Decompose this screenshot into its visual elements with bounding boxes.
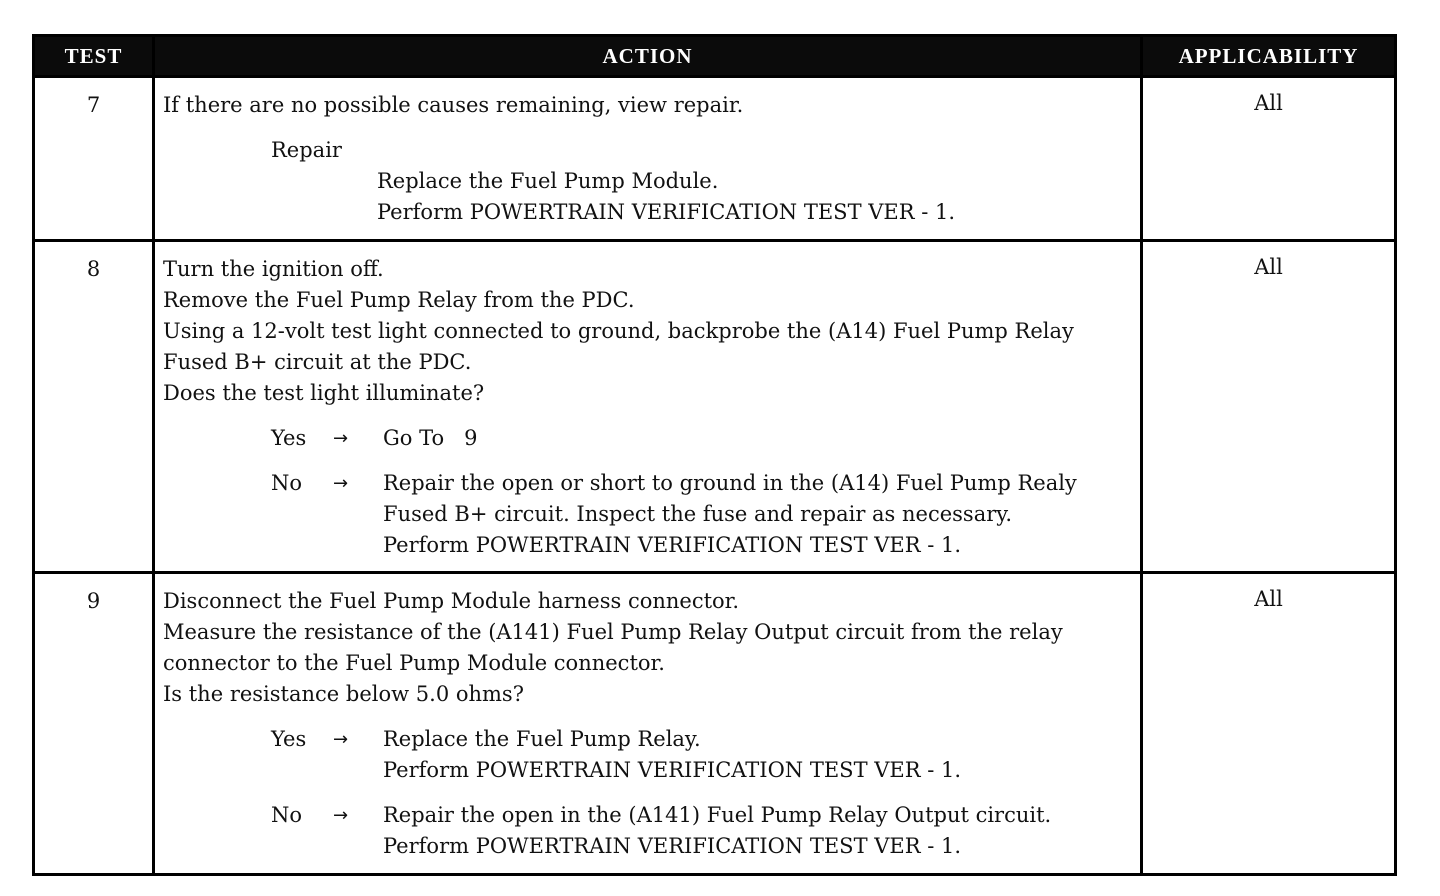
applicability-cell: All (1142, 573, 1396, 875)
repair-step: Perform POWERTRAIN VERIFICATION TEST VER - 1. (377, 200, 956, 224)
action-cell (154, 77, 1142, 241)
header-row (34, 36, 1396, 77)
diagnostic-table (32, 34, 1397, 876)
action-line: Does the test light illuminate? (163, 381, 485, 405)
action-line: Turn the ignition off. (163, 257, 384, 281)
right-arrow-icon: → (333, 805, 349, 826)
action-line: Using a 12-volt test light connected to ground, backprobe the (A14) Fuel Pump Relay (163, 319, 1074, 343)
repair-step: Replace the Fuel Pump Module. (377, 169, 719, 193)
applicability-cell: All (1142, 241, 1396, 573)
test-number: 8 (34, 241, 154, 573)
action-line: Measure the resistance of the (A141) Fuel Pump Relay Output circuit from the relay (163, 620, 1063, 644)
branch-line: Repair the open or short to ground in the (A14) Fuel Pump Realy (383, 471, 1077, 495)
diagnostic-page (32, 34, 1394, 870)
test-number: 7 (34, 77, 154, 241)
table-row (34, 573, 1396, 875)
header-applicability: APPLICABILITY (1142, 36, 1396, 77)
action-line: Fused B+ circuit at the PDC. (163, 350, 472, 374)
test-number: 9 (34, 573, 154, 875)
no-label: No (271, 803, 303, 827)
action-line: If there are no possible causes remaining, view repair. (163, 93, 744, 117)
repair-steps (377, 166, 1136, 228)
action-line: Remove the Fuel Pump Relay from the PDC. (163, 288, 635, 312)
action-line: Is the resistance below 5.0 ohms? (163, 682, 524, 706)
no-branch (163, 800, 1136, 862)
branch-line: Repair the open in the (A141) Fuel Pump Relay Output circuit. (383, 803, 1052, 827)
yes-label: Yes (271, 727, 307, 751)
yes-branch (163, 423, 1136, 454)
no-branch (163, 468, 1136, 561)
branch-line: Replace the Fuel Pump Relay. (383, 727, 701, 751)
repair-label: Repair (271, 138, 342, 162)
branch-line: Perform POWERTRAIN VERIFICATION TEST VER - 1. (383, 533, 962, 557)
right-arrow-icon: → (333, 729, 349, 750)
branch-line: Go To 9 (383, 426, 478, 450)
yes-branch (163, 724, 1136, 786)
action-line: Disconnect the Fuel Pump Module harness connector. (163, 589, 740, 613)
branch-line: Perform POWERTRAIN VERIFICATION TEST VER - 1. (383, 834, 962, 858)
no-label: No (271, 471, 303, 495)
right-arrow-icon: → (333, 473, 349, 494)
action-line: connector to the Fuel Pump Module connector. (163, 651, 665, 675)
branch-line: Fused B+ circuit. Inspect the fuse and repair as necessary. (383, 502, 1013, 526)
applicability-cell: All (1142, 77, 1396, 241)
yes-label: Yes (271, 426, 307, 450)
table-row (34, 241, 1396, 573)
action-cell (154, 241, 1142, 573)
action-cell (154, 573, 1142, 875)
table-row (34, 77, 1396, 241)
right-arrow-icon: → (333, 428, 349, 449)
header-test: TEST (34, 36, 154, 77)
branch-line: Perform POWERTRAIN VERIFICATION TEST VER - 1. (383, 758, 962, 782)
header-action: ACTION (154, 36, 1142, 77)
